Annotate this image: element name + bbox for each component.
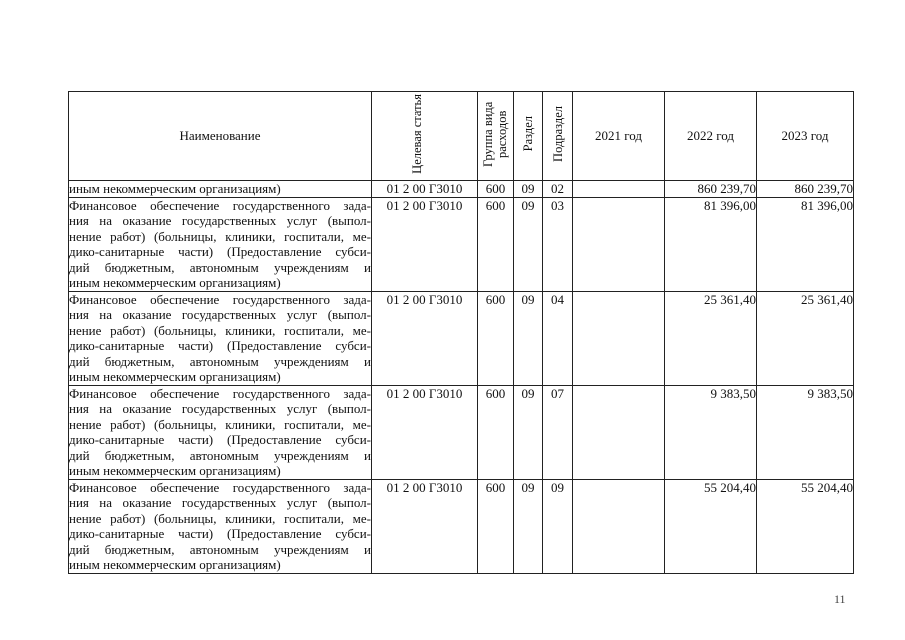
row-target-article: 01 2 00 Г3010 [372,479,478,573]
row-name-line: ния на оказание государственных услуг (выпол- [69,495,371,510]
row-target-article: 01 2 00 Г3010 [372,291,478,385]
row-amount-2021 [573,181,665,198]
header-2023 [757,92,854,181]
page-number: 11 [834,592,846,606]
row-name-line: иным некоммерческим организациям) [69,275,281,290]
budget-table [68,91,854,574]
row-expense-group: 600 [478,181,514,198]
header-name-label: Наименование [179,128,261,143]
row-amount-2023: 25 361,40 [757,291,854,385]
header-section-label: Раздел [521,116,535,152]
row-section: 09 [514,291,543,385]
row-name-line: нение работ) (больницы, клиники, госпитали, ме- [69,322,371,338]
row-name-line: ния на оказание государственных услуг (выпол- [69,213,371,228]
table-body [69,181,854,574]
row-amount-2021 [573,385,665,479]
row-name-line: дико-санитарные части) (Предоставление субси- [69,338,371,353]
row-name-line: дий бюджетным, автономным учреждениям и [69,541,371,557]
header-target-article [372,92,478,181]
row-name [69,479,372,573]
header-name [69,92,372,181]
row-expense-group: 600 [478,479,514,573]
row-section: 09 [514,181,543,198]
row-expense-group: 600 [478,291,514,385]
row-name-line: дий бюджетным, автономным учреждениям и [69,259,371,275]
row-name-line: иным некоммерческим организациям) [69,181,281,196]
row-amount-2023: 860 239,70 [757,181,854,198]
row-target-article: 01 2 00 Г3010 [372,181,478,198]
row-name [69,197,372,291]
row-name-line: дико-санитарные части) (Предоставление субси- [69,526,371,541]
row-section: 09 [514,385,543,479]
table-row [69,197,854,291]
table-header-row [69,92,854,181]
row-name-line: ния на оказание государственных услуг (выпол- [69,401,371,416]
row-amount-2021 [573,197,665,291]
row-expense-group: 600 [478,385,514,479]
table-row [69,181,854,198]
row-expense-group: 600 [478,197,514,291]
row-amount-2022: 860 239,70 [665,181,757,198]
row-name-line: нение работ) (больницы, клиники, госпитали, ме- [69,228,371,244]
row-amount-2023: 81 396,00 [757,197,854,291]
header-expense-group-label: Группа вида расходов [480,101,509,167]
row-name-line: нение работ) (больницы, клиники, госпитали, ме- [69,510,371,526]
row-subsection: 02 [543,181,573,198]
row-subsection: 07 [543,385,573,479]
row-name-line: иным некоммерческим организациям) [69,557,281,572]
header-section [514,92,543,181]
header-2022-label: 2022 год [687,128,734,143]
row-amount-2023: 9 383,50 [757,385,854,479]
row-target-article: 01 2 00 Г3010 [372,385,478,479]
row-section: 09 [514,479,543,573]
row-name-line: Финансовое обеспечение государственного зада- [69,385,371,401]
row-name-line: Финансовое обеспечение государственного зада- [69,291,371,307]
row-name-line: нение работ) (больницы, клиники, госпитали, ме- [69,416,371,432]
row-name-line: дико-санитарные части) (Предоставление субси- [69,432,371,447]
row-subsection: 03 [543,197,573,291]
header-subsection [543,92,573,181]
table-row [69,385,854,479]
row-name-line: дий бюджетным, автономным учреждениям и [69,447,371,463]
row-name-line: Финансовое обеспечение государственного зада- [69,479,371,495]
row-section: 09 [514,197,543,291]
header-subsection-label: Подраздел [550,106,565,162]
header-2022 [665,92,757,181]
row-name-line: дико-санитарные части) (Предоставление субси- [69,244,371,259]
header-2021-label: 2021 год [595,128,642,143]
row-name [69,291,372,385]
row-name-line: дий бюджетным, автономным учреждениям и [69,353,371,369]
row-name-line: Финансовое обеспечение государственного зада- [69,197,371,213]
row-amount-2022: 55 204,40 [665,479,757,573]
row-name [69,385,372,479]
row-amount-2023: 55 204,40 [757,479,854,573]
row-name-line: иным некоммерческим организациям) [69,463,281,478]
row-amount-2021 [573,479,665,573]
table-row [69,479,854,573]
row-subsection: 04 [543,291,573,385]
header-target-article-label: Целевая статья [409,94,424,174]
row-amount-2022: 25 361,40 [665,291,757,385]
header-2021 [573,92,665,181]
row-subsection: 09 [543,479,573,573]
row-target-article: 01 2 00 Г3010 [372,197,478,291]
header-2023-label: 2023 год [781,128,829,143]
row-name [69,181,372,198]
row-amount-2022: 9 383,50 [665,385,757,479]
row-name-line: ния на оказание государственных услуг (выпол- [69,307,371,322]
row-amount-2021 [573,291,665,385]
row-name-line: иным некоммерческим организациям) [69,369,281,384]
header-expense-group [478,92,514,181]
row-amount-2022: 81 396,00 [665,197,757,291]
table-row [69,291,854,385]
